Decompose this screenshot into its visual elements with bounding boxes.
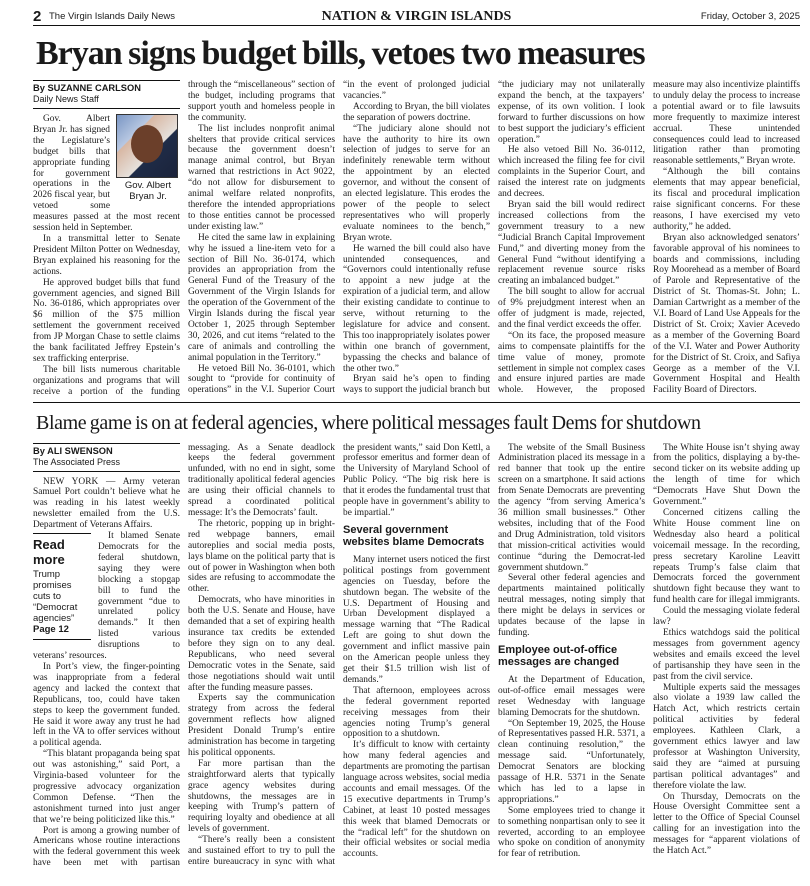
read-more-description: Trump promises cuts to “Democrat agencies”	[33, 569, 78, 625]
article1-byline	[33, 80, 180, 109]
paragraph: Bryan said the bill would redirect increased collections from the government treasury to a new “Judicial Branch Capital Improvement Fund,” and diverting money from the General Fund “without identifying a replacement revenue source risks creating an imbalanced budget.”	[498, 199, 645, 287]
paragraph: Several other federal agencies and departments maintained politically neutral messages, noting simply that there might be delays in services or updates because of the lapse in funding.	[498, 573, 645, 638]
paragraph: “This blatant propaganda being spat out was astonishing,” said Port, a Virginia-based volunteer for the progressive advocacy organization Common Defense. “Then the astonishment turned into just anger that we’re being politicized like this.”	[33, 749, 180, 825]
newspaper-page	[33, 0, 800, 869]
paragraph: Many internet users noticed the first political postings from government agencies on Tuesday, before the shutdown began. The website of the U.S. Department of Housing and Urban Development displayed a message warning that “The Radical Left are going to shut down the government and inflict massive pain on the American people unless they get their $1.5 trillion wish list of demands.”	[343, 554, 490, 685]
issue-date: Friday, October 3, 2025	[700, 11, 800, 22]
article2-body	[33, 443, 800, 870]
byline-affiliation: The Associated Press	[33, 456, 121, 467]
paragraph: Experts say the communication strategy from across the federal government reflects how aligned President Donald Trump’s entire administration has become in targeting his political opponents.	[188, 693, 335, 758]
paragraph: Far more partisan than the straightforward alerts that typically grace agency websites during shutdowns, the messages are in keeping with Trump’s pattern of requiring loyalty and obedience at all levels of government.	[188, 758, 335, 835]
paragraph: It’s difficult to know with certainty how many federal agencies and departments are promoting the partisan language across websites, social media accounts and email messages. Of the 15 executive departments in Trump’s Cabinet, at least 10 posted messages this week that blamed Democrats or the “radical left” for the shutdown on their official websites or social media accounts.	[343, 740, 490, 860]
byline-author: By SUZANNE CARLSON	[33, 83, 141, 93]
paragraph: “On its face, the proposed measure aims to compensate plaintiffs for the time value of money, promote settlement in simple not complex cases and ensure injured parties are made whole. However, the proposed measure may also incentivize plaintiffs to unduly delay the process to increase a potential award or to file lawsuits more frequently to maximize interest accrual. These unintended consequences could lead to increased litigation rather than promoting reasonable settlements,” Bryan wrote.	[498, 80, 800, 396]
paragraph: Ethics watchdogs said the political messages from government agency websites and emails exceed the level of partisanship they have seen in the past from the civil service.	[653, 627, 800, 682]
paragraph: “Although the bill contains elements that may appear beneficial, its fiscal and procedural implication raise significant concerns. For these reasons, I have exercised my veto authority,” he added.	[653, 167, 800, 232]
paragraph: He approved budget bills that fund government agencies, and signed Bill No. 36-0186, which appropriates over $6 million of the $75 million settlement the government received from JP Morgan Chase to settle claims the bank facilitated Jeffrey Epstein’s sex trafficking enterprise.	[33, 277, 180, 364]
page-masthead	[33, 8, 800, 26]
article2-headline: Blame game is on at federal agencies, where political messages fault Dems for shutdown	[36, 411, 701, 434]
paragraph: The website of the Small Business Administration placed its message in a red banner that took up the entire screen on a smartphone. It said actions from Senate Democrats are preventing the agency “from serving America’s 36 million small businesses.” Other websites, including that of the Food and Drug Administration, told visitors that mission-critical activities would continue “during the Democrat-led government shutdown.”	[498, 442, 645, 573]
paragraph: Bryan said he’s open to finding ways to support the judicial branch but “the judiciary may not unilaterally expand the bench, at the taxpayers’ expense, of its own volition. I look forward to further discussions on how to best support the judiciary’s efficient operation.”	[343, 80, 645, 396]
paragraph: “There’s really been a consistent and sustained effort to try to pull the entire bureaucracy in sync with what the president wants,” said Don Kettl, a professor emeritus and former dean of the University of Maryland School of Public Policy. “The big risk here is that it erodes the fundamental trust that people have in government’s ability to be impartial.”	[188, 442, 490, 867]
article1-headline: Bryan signs budget bills, vetoes two measures	[36, 35, 645, 72]
paragraph: The list includes nonprofit animal shelters that provide critical services because the government doesn’t manage animal control, but Bryan warned that restrictions in Act 9022, “do not allow for disbursement to animal welfare related nonprofits, therefore the intended appropriations to those entities cannot be processed under existing law.”	[188, 123, 335, 232]
paragraph: Democrats, who have minorities in both the U.S. Senate and House, have demanded that a set of expiring health insurance tax credits be extended before they sign on to any deal. Republicans, who need several Democratic votes in the Senate, said those negotiations should wait until after the funding measure passes.	[188, 595, 335, 693]
byline-author: By ALI SWENSON	[33, 445, 113, 456]
paragraph: Concerned citizens calling the White House comment line on Wednesday also heard a political voicemail message. In the recording, press secretary Karoline Leavitt repeats Trump’s false claim that Democrats forced the government shutdown fight because they want to fund health care for illegal immigrants.	[653, 508, 800, 606]
paragraph: Bryan also acknowledged senators’ favorable approval of his nominees to boards and commissions, including Roy Moorehead as a member of Board of Parole and Representative of the District of St. Thomas-St. John; L. Damian Cartwright as a member of the V.I. Board of Land Use Appeals for the District of St. Croix; Xavier Acevedo as a member of the Governing Board of the V.I. Water and Power Authority for the District of St. Croix, and Safiya George as a member of the V.I. Government Hospital and Health Facility Board of Directors.	[653, 232, 800, 396]
article2-byline	[33, 443, 180, 472]
paragraph: It blamed Senate Democrats for the federal shutdown, saying they were blocking a stopgap bill to fund the government “due to unrelated policy demands.” It then listed various disruptions to veterans’ resources.	[33, 531, 180, 662]
paragraph: He cited the same law in explaining why he issued a line-item veto for a section of Bill No. 36-0174, which provides an appropriation from the General Fund of the Treasury of the Government of the Virgin Islands for the operation of the Government of the Virgin Islands during the fiscal year October 1, 2025 through September 30, 2026, and cut items “related to the care of animals and controlling the animal population in the Territory.”	[188, 232, 335, 363]
paragraph: In Port’s view, the finger-pointing was inappropriate from a federal agency and lacked the context that Republicans, too, could have taken steps to keep the government funded. He said it wore away any trust he had left in the VA to offer services without a political agenda.	[33, 661, 180, 749]
governor-photo	[116, 114, 180, 202]
paragraph: He warned the bill could also have unintended consequences, and “Governors could intentionally refuse to appoint a new judge at the expiration of a judicial term, and allow their existing candidate to continue to serve, without returning to the legislature for advice and consent. This too inappropriately isolates power within one branch of government, bypassing the checks and balance of the other two.”	[343, 243, 490, 374]
paragraph: “On September 19, 2025, the House of Representatives passed H.R. 5371, a clean continuing resolution,” the message said. “Unfortunately, Democrat Senators are blocking passage of H.R. 5371 in the Senate which has led to a lapse in appropriations.”	[498, 718, 645, 805]
subheading: Employee out-of-office messages are changed	[498, 643, 620, 669]
paragraph: The rhetoric, popping up in bright-red webpage banners, email autoreplies and social media posts, lays blame on the political party that is out of power in Washington when both sides are refusing to accommodate the other.	[188, 518, 335, 595]
paragraph: That afternoon, employees across the federal government reported receiving messages from their agencies noting Trump’s general opposition to a shutdown.	[343, 685, 490, 740]
paragraph: The White House isn’t shying away from the politics, displaying a by-the-second ticker on its website adding up the length of time for which “Democrats Have Shut Down the Government.”	[653, 442, 800, 508]
paragraph: Multiple experts said the messages also violate a 1939 law called the Hatch Act, which restricts certain political activities by federal employees. Kathleen Clark, a government ethics lawyer and law professor at Washington University, said they are “aimed at pursuing partisan political advantages” and therefore violate the law.	[653, 682, 800, 791]
read-more-title: Read more	[33, 537, 65, 568]
paragraph: The bill sought to allow for accrual of 9% prejudgment interest when an offer of judgment is made, rejected, and the final verdict exceeds the offer.	[498, 287, 645, 330]
read-more-page-ref: Page 12	[33, 624, 69, 636]
portrait-face	[131, 125, 163, 163]
paragraph: He vetoed Bill No. 36-0101, which sought to “provide for continuity of operations” in the V.I. Superior Court “in the event of prolonged judicial vacancies.”	[188, 80, 490, 396]
paragraph: Gov. Albert Bryan Jr. has signed the Legislature’s budget bills that appropriate funding for government operations in the 2026 fiscal year, but vetoed some measures passed at the most recent session held in September.	[33, 114, 180, 234]
paragraph: NEW YORK — Army veteran Samuel Port couldn’t believe what he was reading in his latest weekly newsletter emailed from the U.S. Department of Veterans Affairs.	[33, 476, 180, 531]
paragraph: The bill lists numerous charitable organizations and programs that will receive a portion of the funding through the “miscellaneous” section of the budget, including programs that support youth and homeless people in the community.	[33, 80, 335, 397]
page-number: 2	[33, 8, 42, 25]
photo-caption: Gov. Albert Bryan Jr.	[124, 180, 172, 202]
paragraph: “The judiciary alone should not have the authority to hire its own selection of judges to serve for an indefinitely renewable term without the appointment by an elected governor, and without the consent of an elected legislature. This erodes the power of the people to select representatives who will properly evaluate nominees to the bench,” Bryan wrote.	[343, 123, 490, 243]
paragraph: In a transmittal letter to Senate President Milton Potter on Wednesday, Bryan explained his reasoning for the actions.	[33, 233, 180, 277]
paragraph: Could the messaging violate federal law?	[653, 606, 800, 628]
newspaper-name: The Virgin Islands Daily News	[49, 11, 176, 22]
section-title: NATION & VIRGIN ISLANDS	[321, 9, 512, 24]
paragraph: At the Department of Education, out-of-office email messages were reset Wednesday with language blaming Democrats for the shutdown.	[498, 674, 645, 718]
article1-body	[33, 80, 800, 398]
paragraph: Some employees tried to change it to something nonpartisan only to see it reverted, according to an employee who spoke on condition of anonymity for fear of retribution.	[498, 805, 645, 860]
portrait-image	[116, 114, 178, 178]
paragraph: According to Bryan, the bill violates the separation of powers doctrine.	[343, 101, 490, 123]
subheading: Several government websites blame Democrats	[343, 523, 485, 549]
byline-affiliation: Daily News Staff	[33, 94, 99, 104]
paragraph: Port is among a growing number of Americans whose routine interactions with the federal government this week have been met with partisan messaging. As a Senate deadlock keeps the federal government unfunded, with no end in sight, some traditionally apolitical federal agencies are using their official channels to spread a coordinated political message: It’s the Democrats’ fault.	[33, 442, 335, 869]
article-divider	[33, 402, 800, 403]
paragraph: He also vetoed Bill No. 36-0112, which increased the filing fee for civil complaints in the Superior Court, and raised the interest rate on judgments and decrees.	[498, 145, 645, 200]
paragraph: On Thursday, Democrats on the House Oversight Committee sent a letter to the Office of Special Counsel calling for an investigation into the messages for “apparent violations of the Hatch Act.”	[653, 791, 800, 857]
read-more-box[interactable]	[33, 533, 91, 640]
